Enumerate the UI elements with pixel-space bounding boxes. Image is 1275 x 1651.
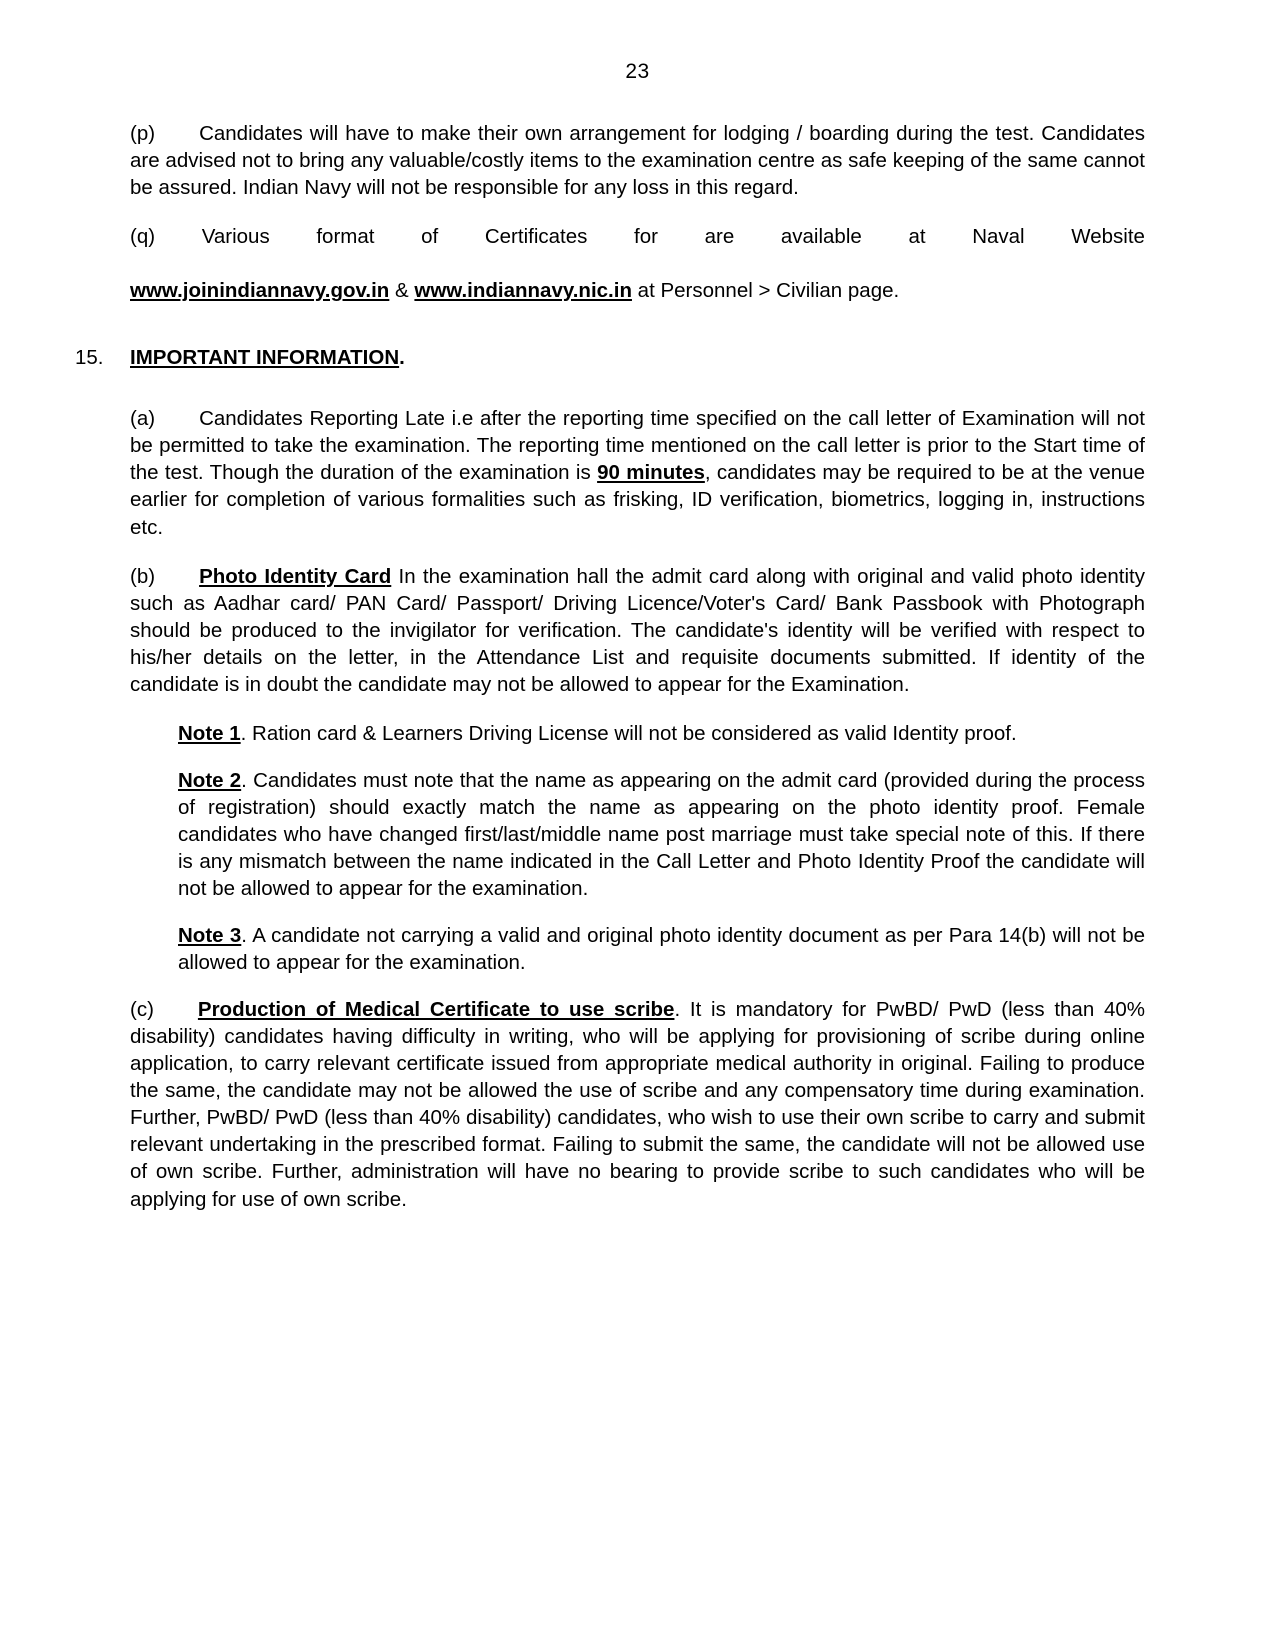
section-title-dot: .: [399, 346, 405, 370]
q-word-9: Website: [1071, 225, 1145, 249]
item-c-heading: Production of Medical Certificate to use scribe: [197, 998, 675, 1022]
q-word-6: available: [780, 225, 862, 249]
q-word-1: format: [316, 225, 375, 249]
paragraph-label-p: (p): [130, 122, 156, 145]
paragraph-q-first-line: [130, 223, 1145, 277]
item-label-b: (b): [130, 564, 156, 588]
note-3-text: . A candidate not carrying a valid and original photo identity document as per Para 14(b) will not be allowed to appear for the examination.: [178, 924, 1146, 975]
section-number: 15.: [75, 346, 104, 370]
page-number: 23: [625, 60, 650, 83]
note-3-label: Note 3: [178, 924, 242, 948]
q-word-8: Naval: [972, 225, 1025, 249]
q-word-3: Certificates: [484, 225, 588, 249]
section-heading-important-information: [75, 344, 1145, 371]
q-tail-text: at Personnel > Civilian page.: [637, 279, 900, 303]
item-b: [130, 563, 1145, 698]
item-a: [130, 405, 1145, 540]
paragraph-p: [130, 120, 1145, 201]
paragraph-q: [130, 223, 1145, 304]
note-1-text: . Ration card & Learners Driving License will not be considered as valid Identity proof.: [240, 721, 1017, 745]
paragraph-label-q: (q): [130, 225, 156, 249]
item-a-duration: 90 minutes: [597, 461, 705, 485]
item-a-text-after: , candidates may be required to be at the venue earlier for completion of various formalities such as frisking, ID verification, biometrics, logging in, instructions etc.: [130, 461, 1145, 539]
note-1-label: Note 1: [178, 721, 241, 745]
item-label-a: (a): [130, 407, 156, 431]
item-c: [130, 996, 1145, 1212]
item-a-text-before: Candidates Reporting Late i.e after the reporting time specified on the call letter of Examination will not be permitted to take the examination. The reporting time mentioned on the call letter is prior to the Start time of the test. Though the duration of the examination is: [130, 407, 1145, 485]
q-word-5: are: [704, 225, 735, 249]
item-b-heading: Photo Identity Card: [199, 564, 392, 588]
paragraph-text-p: Candidates will have to make their own arrangement for lodging / boarding during the test. Candidates are advised not to bring any valuable/costly items to the examination centre as safe keeping of the same cannot be assured. Indian Navy will not be responsible for any loss in this regard.: [130, 122, 1145, 200]
item-label-c: (c): [130, 998, 154, 1022]
ampersand: &: [395, 279, 409, 303]
q-word-7: at: [908, 225, 926, 249]
note-2: [178, 767, 1145, 902]
link-indiannavy-nic[interactable]: www.indiannavy.nic.in: [414, 279, 632, 303]
q-word-4: for: [634, 225, 658, 249]
note-3: [178, 922, 1145, 976]
note-2-label: Note 2: [178, 768, 242, 792]
section-title: IMPORTANT INFORMATION: [130, 346, 400, 370]
note-1: [178, 720, 1145, 747]
link-joinindiannavy[interactable]: www.joinindiannavy.gov.in: [130, 279, 390, 303]
item-c-text: . It is mandatory for PwBD/ PwD (less than 40% disability) candidates having difficulty in writing, who will be applying for provisioning of scribe during online application, to carry relevant certificate issued from appropriate medical authority in original. Failing to produce the same, the candidate may not be allowed the use of scribe and any compensatory time during examination. Further, PwBD/ PwD (less than 40% disability) candidates, who wish to use their own scribe to carry and submit relevant undertaking in the prescribed format. Failing to submit the same, the candidate will not be allowed use of own scribe. Further, administration will have no bearing to provide scribe to such candidates who will be applying for use of own scribe.: [130, 998, 1145, 1211]
note-2-text: . Candidates must note that the name as appearing on the admit card (provided during the process of registration) should exactly match the name as appearing on the photo identity proof. Female candidates who have changed first/last/middle name post marriage must take special note of this. If there is any mismatch between the name indicated in the Call Letter and Photo Identity Proof the candidate will not be allowed to appear for the examination.: [178, 768, 1145, 901]
q-word-2: of: [421, 225, 439, 249]
q-word-0: Various: [201, 225, 270, 249]
item-b-text: In the examination hall the admit card along with original and valid photo identity such as Aadhar card/ PAN Card/ Passport/ Driving Licence/Voter's Card/ Bank Passbook with Photograph should be produced to the invigilator for verification. The candidate's identity will be verified with respect to his/her details on the letter, in the Attendance List and requisite documents submitted. If identity of the candidate is in doubt the candidate may not be allowed to appear for the Examination.: [130, 564, 1145, 696]
